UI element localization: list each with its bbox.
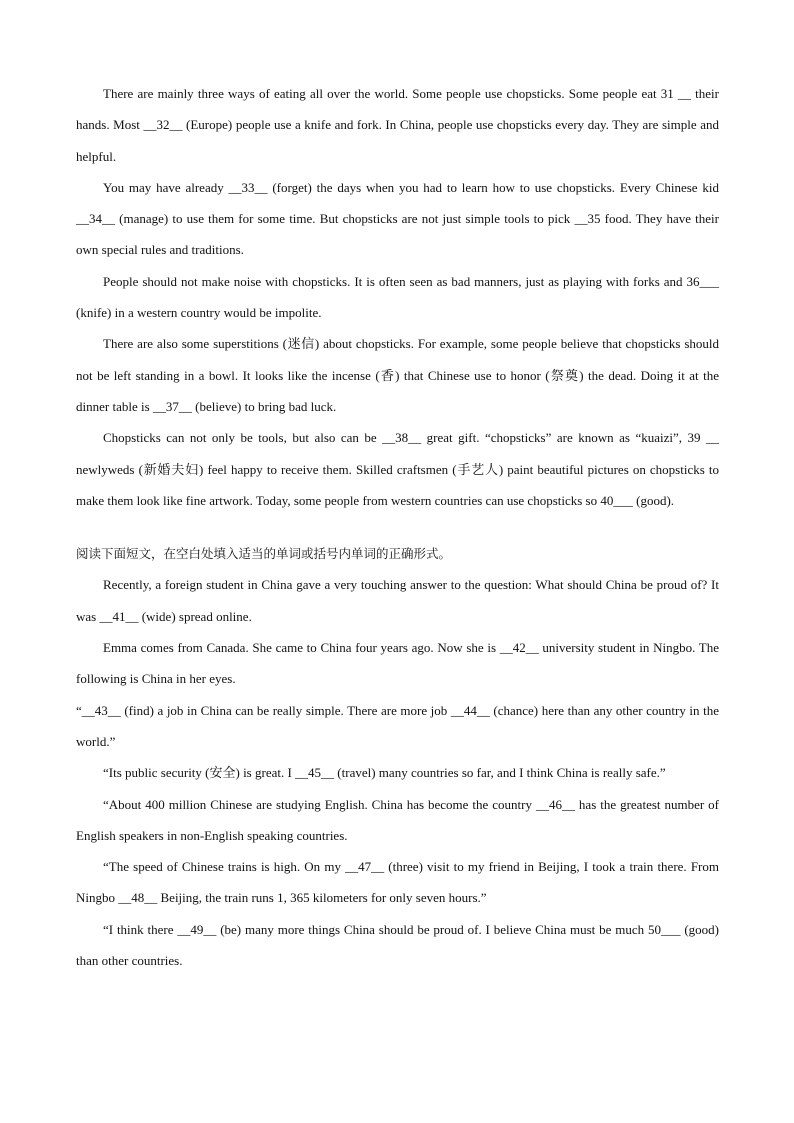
paragraph: “The speed of Chinese trains is high. On my __47__ (three) visit to my friend in Beijing, I took a train there. From Ningbo __48__ Beijing, the train runs 1, 365 kilometers for only seven hours.”: [76, 859, 719, 906]
paragraph: Recently, a foreign student in China gave a very touching answer to the question: What should China be proud of? It was __41__ (wide) spread online.: [76, 577, 719, 624]
paragraph: Emma comes from Canada. She came to China four years ago. Now she is __42__ university student in Ningbo. The following is China in her eyes.: [76, 640, 719, 687]
paragraph: There are mainly three ways of eating all over the world. Some people use chopsticks. Some people eat 31 __ their hands. Most __32__ (Europe) people use a knife and fork. In China, people use chopsticks every day. They are simple and helpful.: [76, 86, 719, 164]
section-gap: [76, 516, 719, 538]
passage-1: [76, 78, 719, 516]
paragraph: “Its public security (安全) is great. I __45__ (travel) many countries so far, and I think China is really safe.”: [103, 765, 666, 781]
passage-2: [76, 569, 719, 976]
paragraph: People should not make noise with chopsticks. It is often seen as bad manners, just as playing with forks and 36___ (knife) in a western country would be impolite.: [76, 273, 719, 321]
paragraph: “About 400 million Chinese are studying English. China has become the country __46__ has the greatest number of English speakers in non-English speaking countries.: [76, 796, 719, 843]
paragraph: You may have already __33__ (forget) the days when you had to learn how to use chopsticks. Every Chinese kid __34__ (manage) to use them for some time. But chopsticks are not just simple tools to pick __35 food. They have their own special rules and traditions.: [76, 179, 719, 258]
paragraph: “__43__ (find) a job in China can be really simple. There are more job __44__ (chance) here than any other country in the world.”: [76, 702, 719, 749]
paragraph: There are also some superstitions (迷信) about chopsticks. For example, some people believe that chopsticks should not be left standing in a bowl. It looks like the incense (香) that Chinese use to honor (祭奠) the dead. Doing it at the dinner table is __37__ (believe) to bring bad luck.: [76, 336, 719, 414]
paragraph: Chopsticks can not only be tools, but also can be __38__ great gift. “chopsticks” are known as “kuaizi”, 39 __ newlyweds (新婚夫妇) feel happy to receive them. Skilled craftsmen (手艺人) paint beautiful pictures on chopsticks to make them look like fine artwork. Today, some people from western countries can use chopsticks so 40___ (good).: [76, 430, 719, 508]
document-page: [76, 78, 719, 976]
instruction-heading: 阅读下面短文，在空白处填入适当的单词或括号内单词的正确形式。: [76, 546, 452, 562]
paragraph: “I think there __49__ (be) many more things China should be proud of. I believe China must be much 50___ (good) than other countries.: [76, 921, 719, 969]
